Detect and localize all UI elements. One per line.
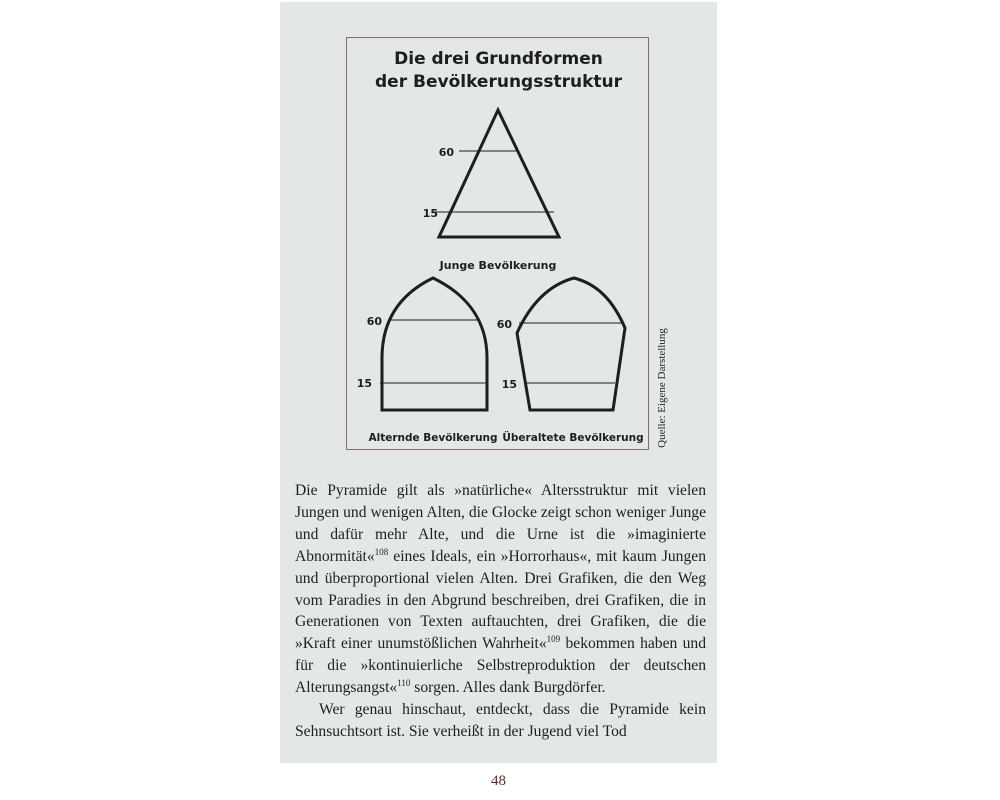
population-shapes-diagram xyxy=(347,38,650,451)
urn-shape xyxy=(497,278,644,444)
footnote-110: 110 xyxy=(397,678,411,689)
paragraph-1-part-d: sorgen. Alles dank Burgdörfer. xyxy=(410,679,606,697)
page-number: 48 xyxy=(491,773,506,789)
urn-mark-60: 60 xyxy=(496,318,512,331)
urn-label: Überaltete Bevölkerung xyxy=(502,432,644,444)
figure-source-note xyxy=(653,318,671,458)
bell-label: Alternde Bevölkerung xyxy=(368,432,498,444)
paragraph-1-part-b: eines Ideals, ein »Horrorhaus«, mit kaum Jungen und überproportional vielen Alten. Drei Grafiken, die den Weg vom Paradies in den Abgrund beschreiben, drei Grafiken, die in Generationen von Texten auftauchten, drei Grafiken, die die »Kraft einer unumstößlichen Wahrheit« xyxy=(295,547,706,653)
footnote-108: 108 xyxy=(374,546,389,557)
urn-mark-15: 15 xyxy=(501,378,517,391)
paragraph-1-part-c: bekommen haben und für die »kontinuierliche Selbstreproduktion der deutschen Alterungsangst« xyxy=(295,635,706,697)
book-page xyxy=(280,2,717,763)
paragraph-2: Wer genau hinschaut, entdeckt, dass die Pyramide kein Sehnsuchtsort ist. Sie verheißt in der Jugend viel Tod xyxy=(295,701,706,740)
pyramid-label: Junge Bevölkerung xyxy=(439,259,557,272)
paragraph-1 xyxy=(295,480,706,699)
pyramid-shape xyxy=(423,110,559,272)
bell-mark-60: 60 xyxy=(366,315,382,328)
footnote-109: 109 xyxy=(546,634,561,645)
figure-population-structures xyxy=(346,37,649,450)
figure-title-line-1: Die drei Grundformen xyxy=(394,49,603,69)
pyramid-mark-15: 15 xyxy=(422,207,438,220)
figure-source-text: Quelle: Eigene Darstellung xyxy=(656,328,668,448)
bell-shape xyxy=(357,278,498,444)
paragraph-1-part-a: Die Pyramide gilt als »natürliche« Altersstruktur mit vielen Jungen und wenigen Alten, die Glocke zeigt schon weniger Junge und dafür mehr Alte, und die Urne ist die »imaginierte Abnormität« xyxy=(295,482,706,565)
bell-mark-15: 15 xyxy=(356,377,372,390)
body-text xyxy=(295,480,706,743)
pyramid-mark-60: 60 xyxy=(438,146,454,159)
figure-title-line-2: der Bevölkerungsstruktur xyxy=(375,72,622,92)
